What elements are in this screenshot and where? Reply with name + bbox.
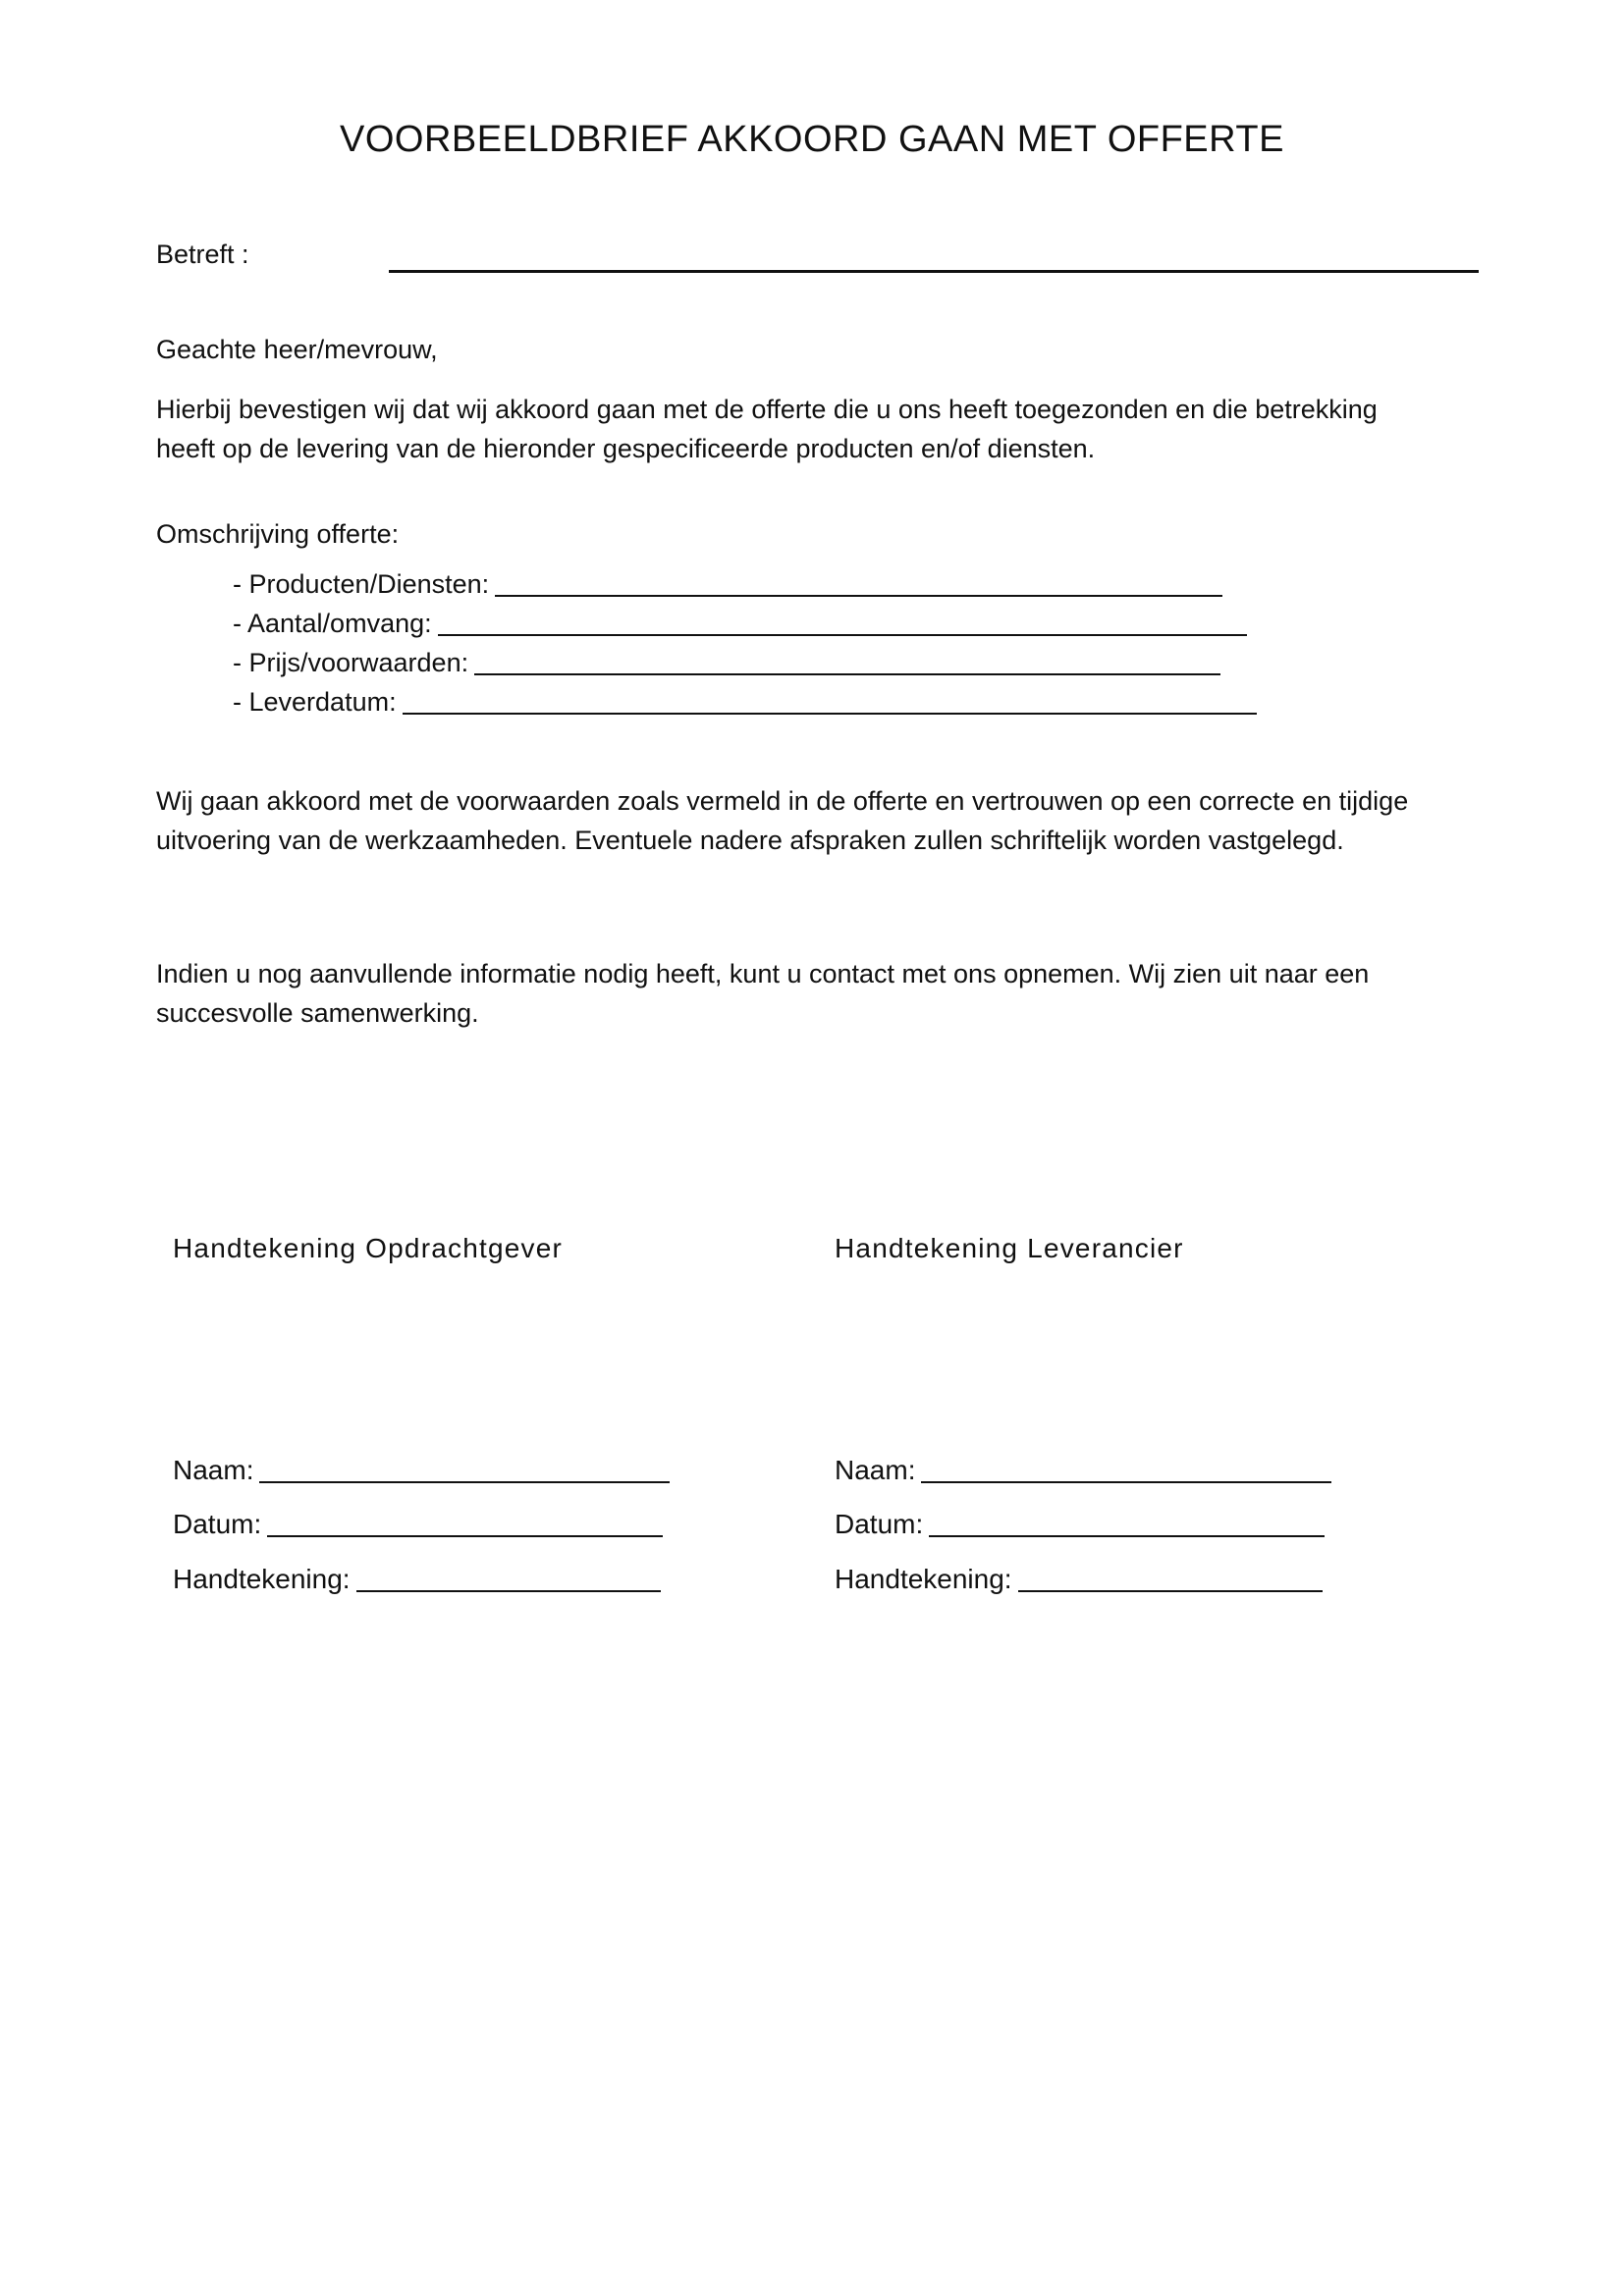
quote-item-price xyxy=(233,648,1220,678)
subject-line[interactable] xyxy=(389,270,1479,273)
quote-item-delivery-date-field[interactable] xyxy=(403,712,1257,715)
quote-item-products xyxy=(233,569,1222,600)
client-name-field[interactable] xyxy=(259,1480,670,1483)
client-date-field[interactable] xyxy=(267,1534,663,1537)
supplier-name-field[interactable] xyxy=(921,1480,1331,1483)
paragraph3-line1: Indien u nog aanvullende informatie nodig heeft, kunt u contact met ons opnemen. Wij zien uit naar een xyxy=(156,959,1370,988)
supplier-name-row xyxy=(835,1455,1331,1486)
paragraph1-line1: Hierbij bevestigen wij dat wij akkoord gaan met de offerte die u ons heeft toegezonden en die betrekking xyxy=(156,395,1378,424)
salutation: Geachte heer/mevrouw, xyxy=(156,335,438,364)
paragraph3-line2: succesvolle samenwerking. xyxy=(156,998,479,1028)
supplier-signature-label: Handtekening: xyxy=(835,1564,1012,1594)
quote-item-price-field[interactable] xyxy=(474,672,1220,675)
quote-item-products-field[interactable] xyxy=(495,594,1222,597)
quote-item-delivery-date-label: - Leverdatum: xyxy=(233,687,397,717)
supplier-date-label: Datum: xyxy=(835,1509,924,1539)
supplier-signature-heading: Handtekening Leverancier xyxy=(835,1233,1184,1263)
supplier-date-row xyxy=(835,1509,1325,1540)
supplier-name-label: Naam: xyxy=(835,1455,916,1485)
paragraph2-line2: uitvoering van de werkzaamheden. Eventuele nadere afspraken zullen schriftelijk worden vastgelegd. xyxy=(156,826,1344,855)
client-signature-field[interactable] xyxy=(356,1589,661,1592)
supplier-signature-row xyxy=(835,1564,1323,1595)
quote-item-price-label: - Prijs/voorwaarden: xyxy=(233,648,469,677)
client-name-label: Naam: xyxy=(173,1455,254,1485)
quote-item-quantity-label: - Aantal/omvang: xyxy=(233,609,432,638)
client-name-row xyxy=(173,1455,670,1486)
quote-description-heading: Omschrijving offerte: xyxy=(156,519,400,549)
subject-label: Betreft : xyxy=(156,240,249,269)
quote-item-quantity-field[interactable] xyxy=(438,633,1247,636)
paragraph2-line1: Wij gaan akkoord met de voorwaarden zoals vermeld in de offerte en vertrouwen op een correcte en tijdige xyxy=(156,786,1409,816)
supplier-signature-field[interactable] xyxy=(1018,1589,1323,1592)
client-signature-heading: Handtekening Opdrachtgever xyxy=(173,1233,563,1263)
client-signature-label: Handtekening: xyxy=(173,1564,351,1594)
page-title: VOORBEELDBRIEF AKKOORD GAAN MET OFFERTE xyxy=(340,119,1284,160)
quote-item-quantity xyxy=(233,609,1247,639)
quote-item-products-label: - Producten/Diensten: xyxy=(233,569,490,599)
client-date-label: Datum: xyxy=(173,1509,262,1539)
paragraph1-line2: heeft op de levering van de hieronder gespecificeerde producten en/of diensten. xyxy=(156,434,1096,463)
supplier-date-field[interactable] xyxy=(929,1534,1325,1537)
client-date-row xyxy=(173,1509,663,1540)
client-signature-row xyxy=(173,1564,661,1595)
quote-item-delivery-date xyxy=(233,687,1257,718)
